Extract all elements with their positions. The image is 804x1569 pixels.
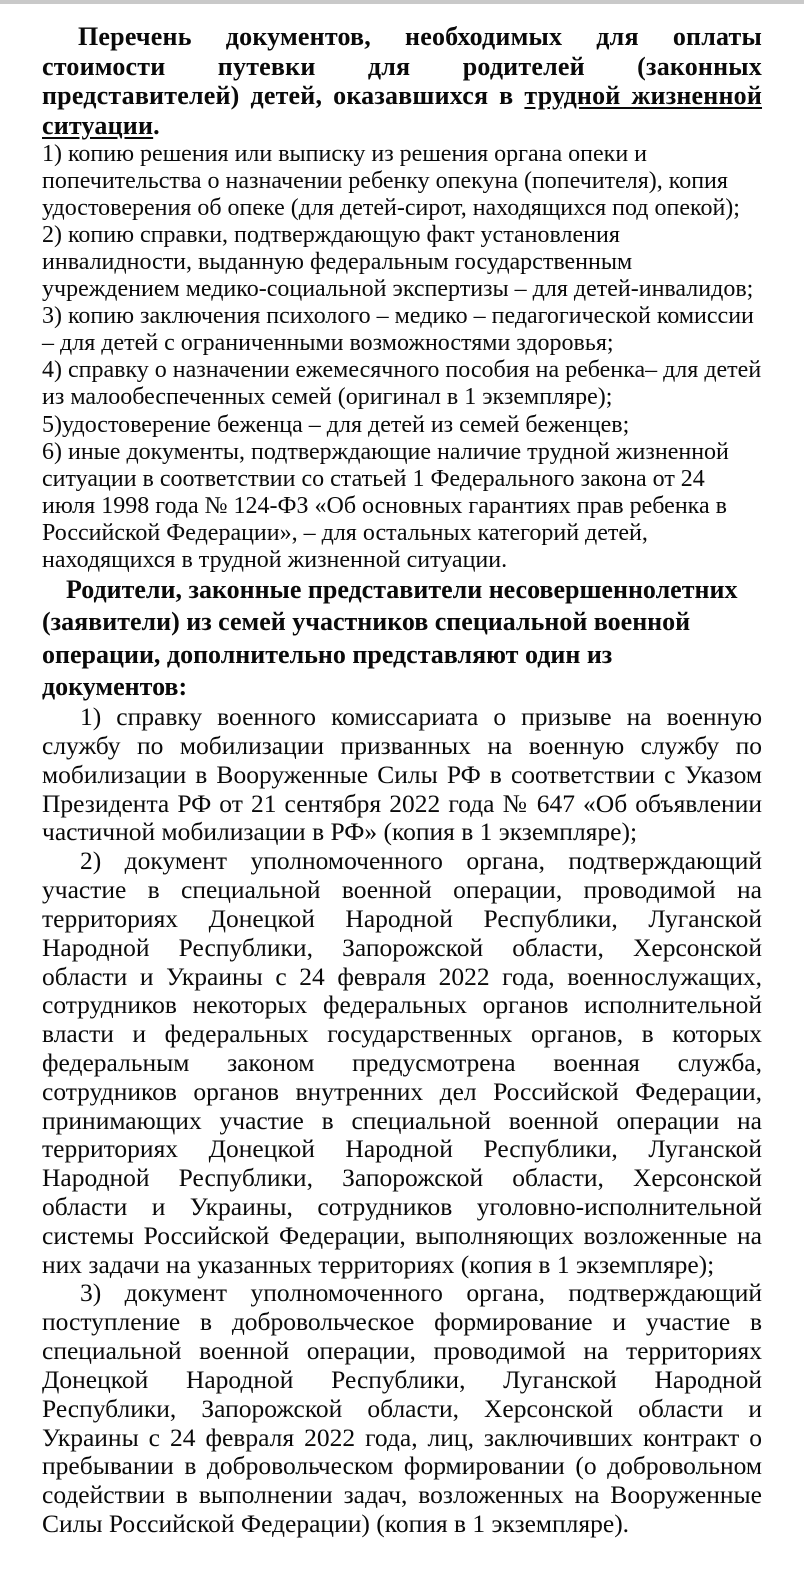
list-item-4: 4) справку о назначении ежемесячного пособия на ребенка– для детей из малообеспеченных семей (оригинал в 1 экземпляре);	[42, 357, 762, 411]
additional-item-3: 3) документ уполномоченного органа, подтверждающий поступление в добровольческое формирование и участие в специальной военной операции, проводимой на территориях Донецкой Народной Республики, Луганской Народной Республики, Запорожской области, Херсонской области и Украины с 24 февраля 2022 года, лиц, заключивших контракт о пребывании в добровольческом формировании (о добровольном содействии в выполнении задач, возложенных на Вооруженные Силы Российской Федерации) (копия в 1 экземпляре).	[42, 1278, 762, 1538]
list-item-3: 3) копию заключения психолого – медико – педагогической комиссии – для детей с ограниченными возможностями здоровья;	[42, 303, 754, 357]
document-title-underlined-phrase: трудной жизненной ситуации	[42, 81, 763, 140]
required-documents-list	[42, 141, 762, 575]
document-content	[0, 4, 804, 1569]
list-item-1: 1) копию решения или выписку из решения органа опеки и попечительства о назначении ребенку опекуна (попечителя), копия удостоверения об опеке (для детей-сирот, находящихся под опекой);	[42, 140, 740, 221]
list-item-6: 6) иные документы, подтверждающие наличие трудной жизненной ситуации в соответствии со статьей 1 Федерального закона от 24 июля 1998 года № 124-ФЗ «Об основных гарантиях прав ребенка в Российской Федерации», – для остальных категорий детей, находящихся в трудной жизненной ситуации.	[42, 438, 729, 574]
list-item-5: 5)удостоверение беженца – для детей из семей беженцев;	[42, 411, 630, 438]
additional-item-1: 1) справку военного комиссариата о призыве на военную службу по мобилизации призванных на военную службу по мобилизации в Вооруженные Силы РФ в соответствии с Указом Президента РФ от 21 сентября 2022 года № 647 «Об объявлении частичной мобилизации в РФ» (копия в 1 экземпляре);	[42, 702, 762, 847]
additional-item-2: 2) документ уполномоченного органа, подтверждающий участие в специальной военной операции, проводимой на территориях Донецкой Народной Республики, Луганской Народной Республики, Запорожской области, Херсонской области и Украины с 24 февраля 2022 года, военнослужащих, сотрудников некоторых федеральных органов исполнительной власти и федеральных государственных органов, в которых федеральным законом предусмотрена военная служба, сотрудников органов внутренних дел Российской Федерации, принимающих участие в специальной военной операции на территориях Донецкой Народной Республики, Луганской Народной Республики, Запорожской области, Херсонской области и Украины, сотрудников уголовно-исполнительной системы Российской Федерации, выполняющих возложенные на них задачи на указанных территориях (копия в 1 экземпляре);	[42, 846, 762, 1279]
document-title-lead: Перечень документов, необходимых для оплаты стоимости путевки для родителей (законных представителей) детей, оказавшихся в	[42, 22, 762, 111]
additional-documents-list	[42, 703, 762, 1539]
list-item-2: 2) копию справки, подтверждающую факт установления инвалидности, выданную федеральным государственным учреждением медико-социальной экспертизы – для детей-инвалидов;	[42, 221, 754, 303]
svo-participants-heading: Родители, законные представители несовершеннолетних (заявители) из семей участников специальной военной операции, дополнительно представляют один из документов:	[42, 575, 738, 701]
document-title	[42, 22, 762, 141]
document-title-tail: .	[153, 110, 160, 140]
